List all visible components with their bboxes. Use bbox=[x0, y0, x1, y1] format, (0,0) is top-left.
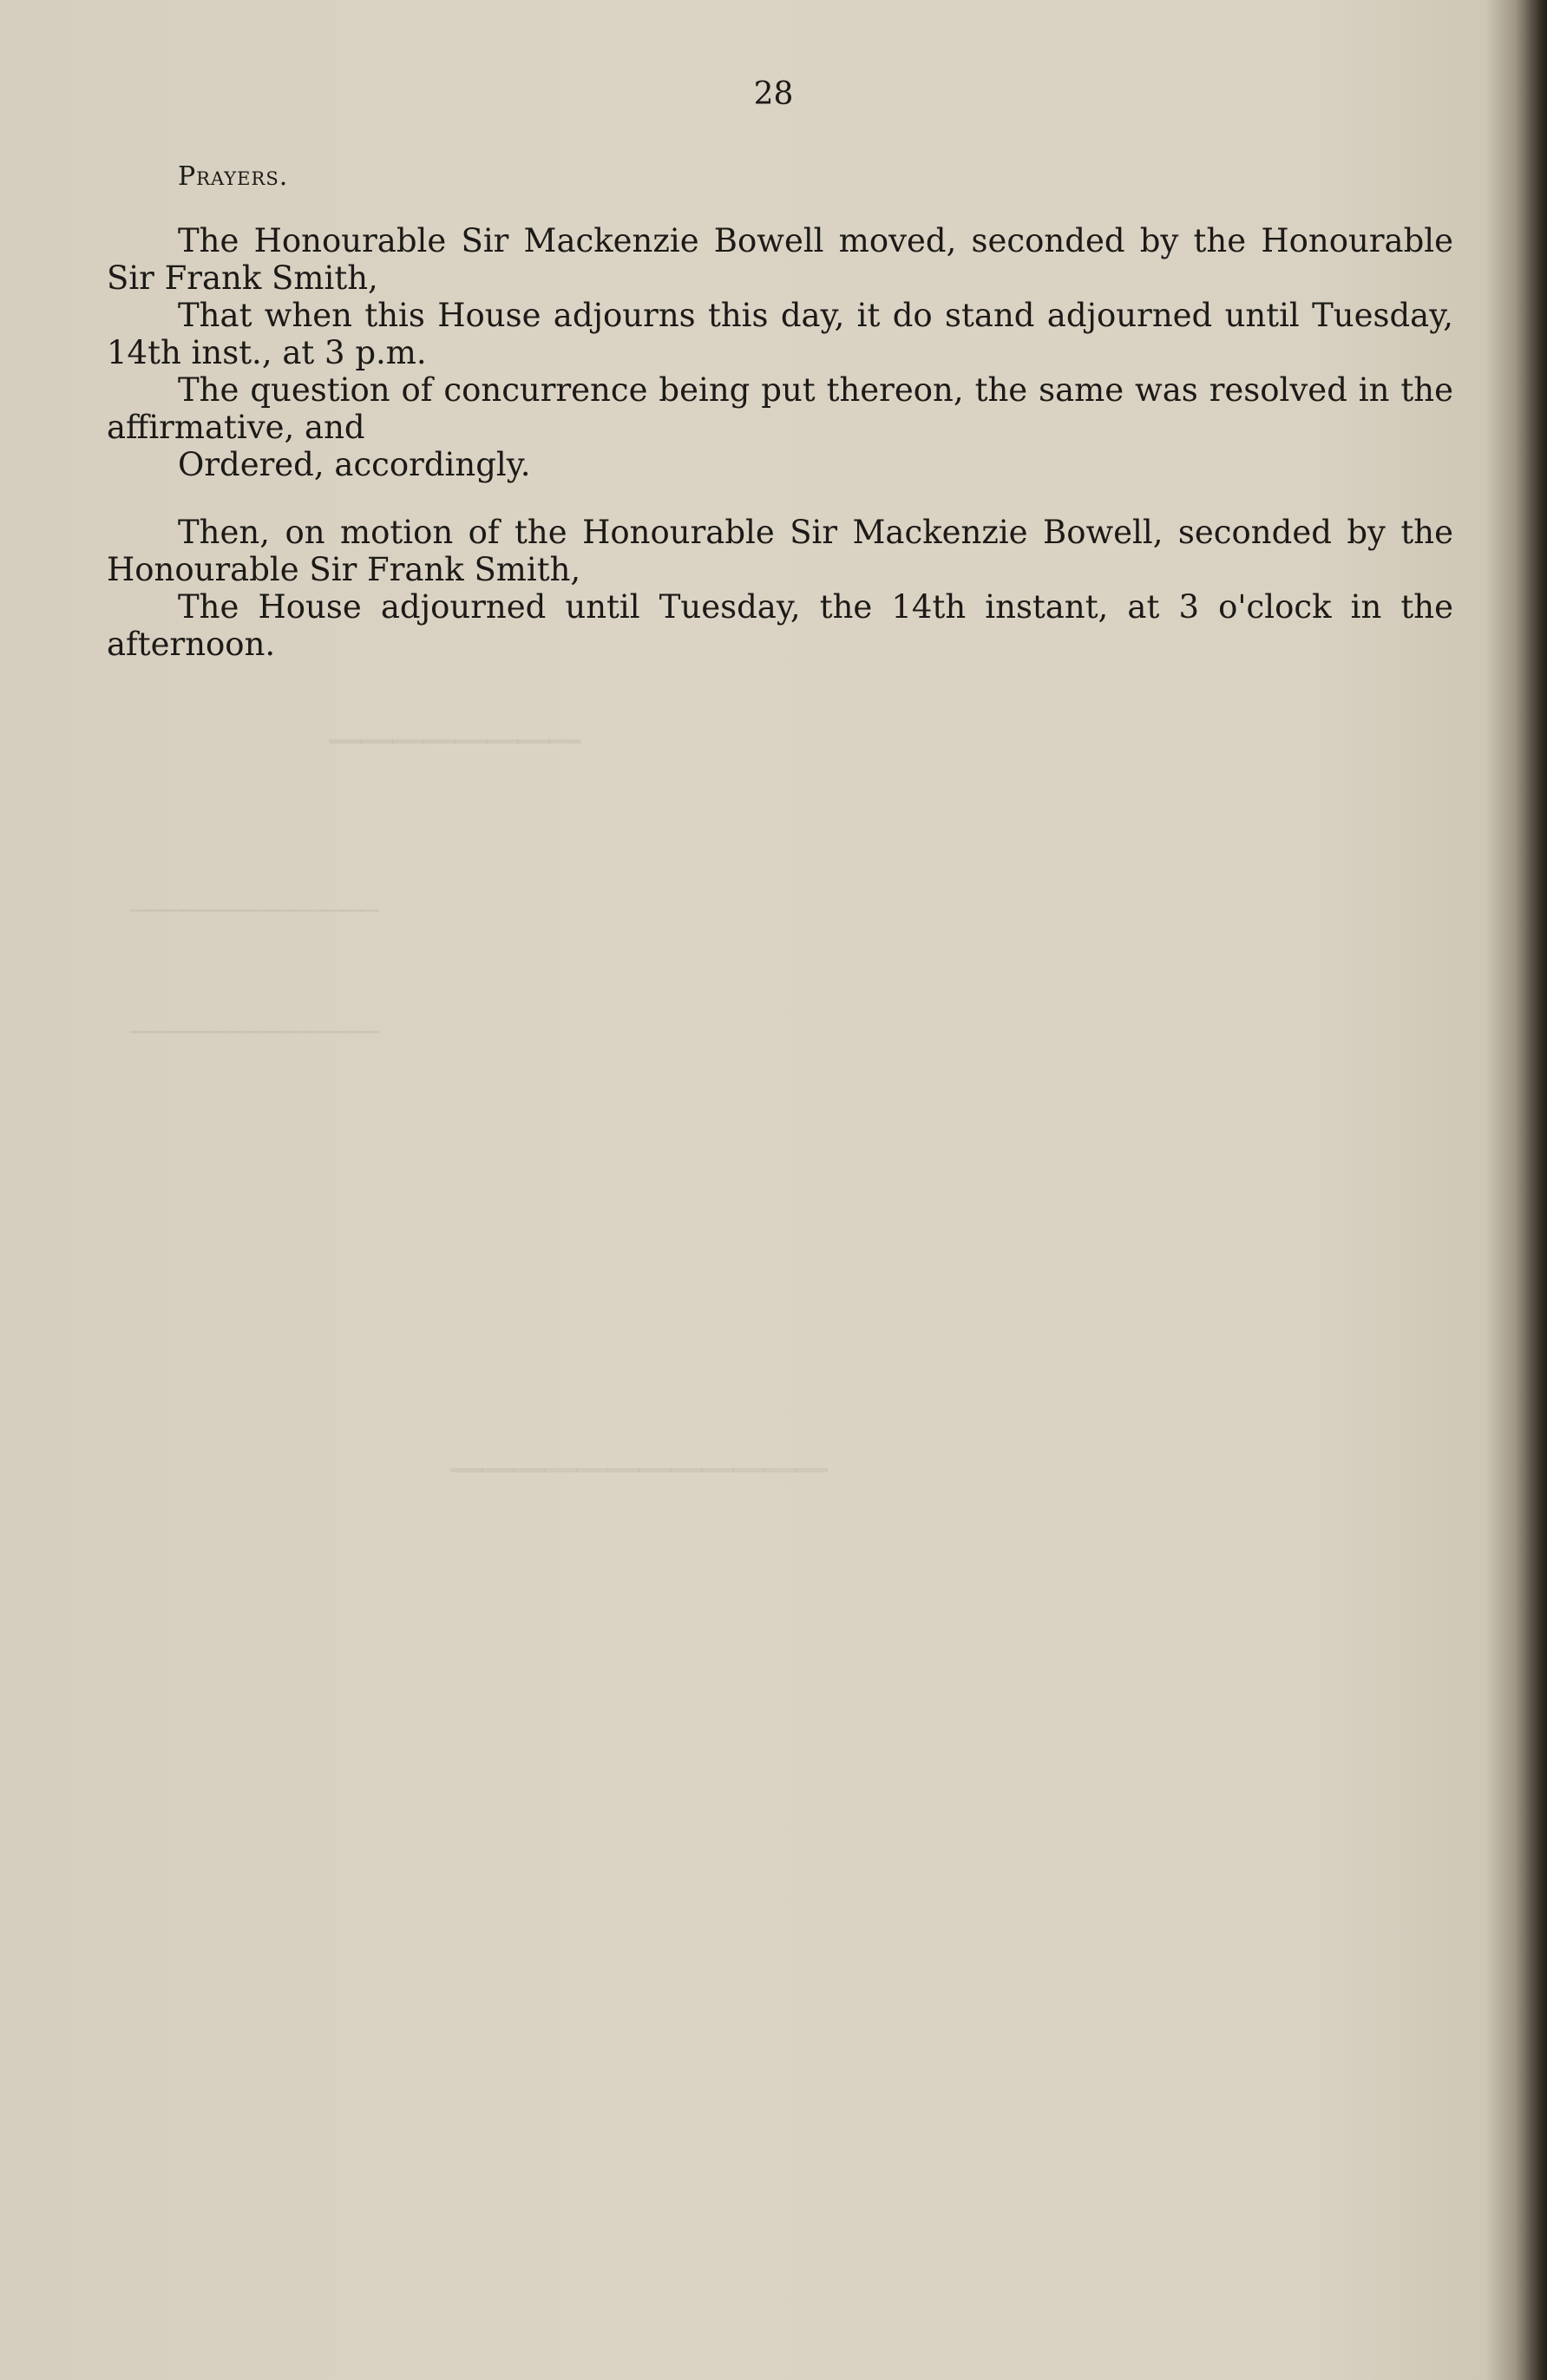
paragraph: Ordered, accordingly. bbox=[178, 446, 531, 483]
section-heading: Prayers. bbox=[178, 161, 289, 192]
paragraph: The Honourable Sir Mackenzie Bowell moved, seconded by the Honourable Sir Frank Smith, bbox=[107, 222, 1453, 297]
motion-text-block bbox=[107, 222, 1453, 483]
bleed-through-text: ────────────── bbox=[130, 1015, 379, 1050]
bleed-through-text: ──────── bbox=[330, 711, 580, 772]
paragraph: The House adjourned until Tuesday, the 14th instant, at 3 o'clock in the afternoon. bbox=[107, 588, 1453, 663]
adjournment-text-block bbox=[107, 514, 1453, 663]
paragraph: That when this House adjourns this day, it do stand adjourned until Tuesday, 14th inst., at 3 p.m. bbox=[107, 297, 1453, 371]
bleed-through-text: ──────────── bbox=[451, 1440, 828, 1501]
paragraph: Then, on motion of the Honourable Sir Mackenzie Bowell, seconded by the Honourable Sir Frank Smith, bbox=[107, 514, 1453, 588]
paragraph: The question of concurrence being put thereon, the same was resolved in the affirmative, and bbox=[107, 371, 1453, 446]
page-number: 28 bbox=[753, 76, 794, 112]
bleed-through-text: ────────────── bbox=[130, 894, 379, 928]
book-spine-shadow bbox=[1516, 0, 1547, 2380]
